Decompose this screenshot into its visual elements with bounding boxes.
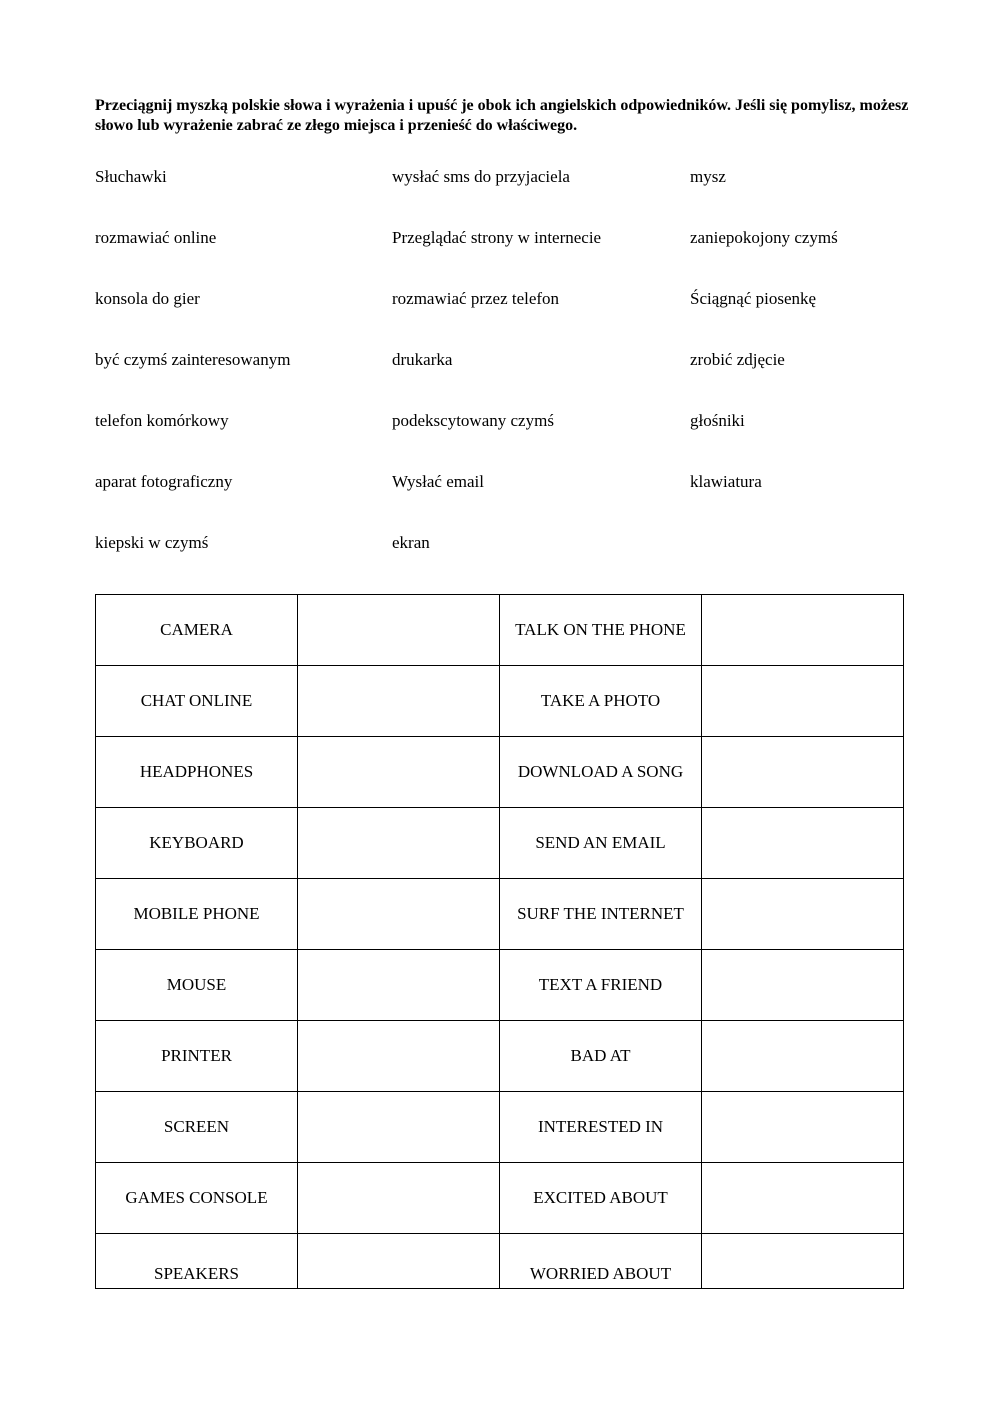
table-row bbox=[96, 1234, 904, 1289]
english-term: DOWNLOAD A SONG bbox=[500, 737, 702, 808]
drop-zone[interactable] bbox=[298, 950, 500, 1021]
english-term: MOBILE PHONE bbox=[96, 879, 298, 950]
drop-zone[interactable] bbox=[298, 808, 500, 879]
english-term: CHAT ONLINE bbox=[96, 666, 298, 737]
drop-zone[interactable] bbox=[298, 595, 500, 666]
drop-zone[interactable] bbox=[702, 808, 904, 879]
draggable-word[interactable]: mysz bbox=[690, 167, 726, 186]
english-term: HEADPHONES bbox=[96, 737, 298, 808]
english-term: TEXT A FRIEND bbox=[500, 950, 702, 1021]
table-row bbox=[96, 1092, 904, 1163]
table-row bbox=[96, 950, 904, 1021]
draggable-word[interactable]: rozmawiać przez telefon bbox=[392, 289, 560, 308]
drop-zone[interactable] bbox=[702, 1021, 904, 1092]
draggable-word[interactable]: aparat fotograficzny bbox=[95, 472, 233, 491]
draggable-word[interactable]: głośniki bbox=[690, 411, 745, 430]
table-row bbox=[96, 808, 904, 879]
draggable-word[interactable]: Słuchawki bbox=[95, 167, 167, 186]
drop-zone[interactable] bbox=[702, 1163, 904, 1234]
english-term: SCREEN bbox=[96, 1092, 298, 1163]
draggable-word[interactable]: telefon komórkowy bbox=[95, 411, 229, 430]
english-term: CAMERA bbox=[96, 595, 298, 666]
draggable-word[interactable]: zaniepokojony czymś bbox=[690, 228, 838, 247]
drop-zone[interactable] bbox=[702, 950, 904, 1021]
instructions-text: Przeciągnij myszką polskie słowa i wyrażenia i upuść je obok ich angielskich odpowiedników. Jeśli się pomylisz, możesz słowo lub wyrażenie zabrać ze złego miejsca i przenieść do właściwego. bbox=[95, 97, 909, 134]
draggable-word[interactable]: Ściągnąć piosenkę bbox=[690, 289, 817, 308]
english-term: BAD AT bbox=[500, 1021, 702, 1092]
english-term: KEYBOARD bbox=[96, 808, 298, 879]
table-row bbox=[96, 737, 904, 808]
draggable-word[interactable]: podekscytowany czymś bbox=[392, 411, 554, 430]
table-row bbox=[96, 879, 904, 950]
drop-zone[interactable] bbox=[298, 1021, 500, 1092]
english-term: INTERESTED IN bbox=[500, 1092, 702, 1163]
drop-zone[interactable] bbox=[702, 666, 904, 737]
draggable-word[interactable]: Przeglądać strony w internecie bbox=[392, 228, 602, 247]
draggable-word[interactable]: drukarka bbox=[392, 350, 453, 369]
drop-zone[interactable] bbox=[298, 666, 500, 737]
draggable-word[interactable]: wysłać sms do przyjaciela bbox=[392, 167, 570, 186]
table-row bbox=[96, 1163, 904, 1234]
english-term: WORRIED ABOUT bbox=[500, 1234, 702, 1289]
table-row bbox=[96, 666, 904, 737]
english-term: TALK ON THE PHONE bbox=[500, 595, 702, 666]
drop-zone[interactable] bbox=[298, 879, 500, 950]
matching-table bbox=[95, 594, 904, 1289]
draggable-word[interactable]: rozmawiać online bbox=[95, 228, 217, 247]
drop-zone[interactable] bbox=[298, 1092, 500, 1163]
drop-zone[interactable] bbox=[702, 737, 904, 808]
drop-zone[interactable] bbox=[702, 1092, 904, 1163]
drop-zone[interactable] bbox=[298, 1234, 500, 1289]
draggable-word[interactable]: kiepski w czymś bbox=[95, 533, 209, 552]
drop-zone[interactable] bbox=[298, 737, 500, 808]
drop-zone[interactable] bbox=[702, 879, 904, 950]
english-term: SPEAKERS bbox=[96, 1234, 298, 1289]
drop-zone[interactable] bbox=[298, 1163, 500, 1234]
english-term: SEND AN EMAIL bbox=[500, 808, 702, 879]
draggable-word[interactable]: konsola do gier bbox=[95, 289, 200, 308]
table-row bbox=[96, 595, 904, 666]
english-term: MOUSE bbox=[96, 950, 298, 1021]
draggable-word[interactable]: Wysłać email bbox=[392, 472, 484, 491]
drop-zone[interactable] bbox=[702, 1234, 904, 1289]
english-term: PRINTER bbox=[96, 1021, 298, 1092]
table-row bbox=[96, 1021, 904, 1092]
draggable-word[interactable]: zrobić zdjęcie bbox=[690, 350, 785, 369]
draggable-word[interactable]: być czymś zainteresowanym bbox=[95, 350, 291, 369]
draggable-word[interactable]: ekran bbox=[392, 533, 430, 552]
drop-zone[interactable] bbox=[702, 595, 904, 666]
english-term: SURF THE INTERNET bbox=[500, 879, 702, 950]
english-term: GAMES CONSOLE bbox=[96, 1163, 298, 1234]
english-term: TAKE A PHOTO bbox=[500, 666, 702, 737]
english-term: EXCITED ABOUT bbox=[500, 1163, 702, 1234]
word-bank bbox=[0, 0, 1000, 560]
draggable-word[interactable]: klawiatura bbox=[690, 472, 762, 491]
